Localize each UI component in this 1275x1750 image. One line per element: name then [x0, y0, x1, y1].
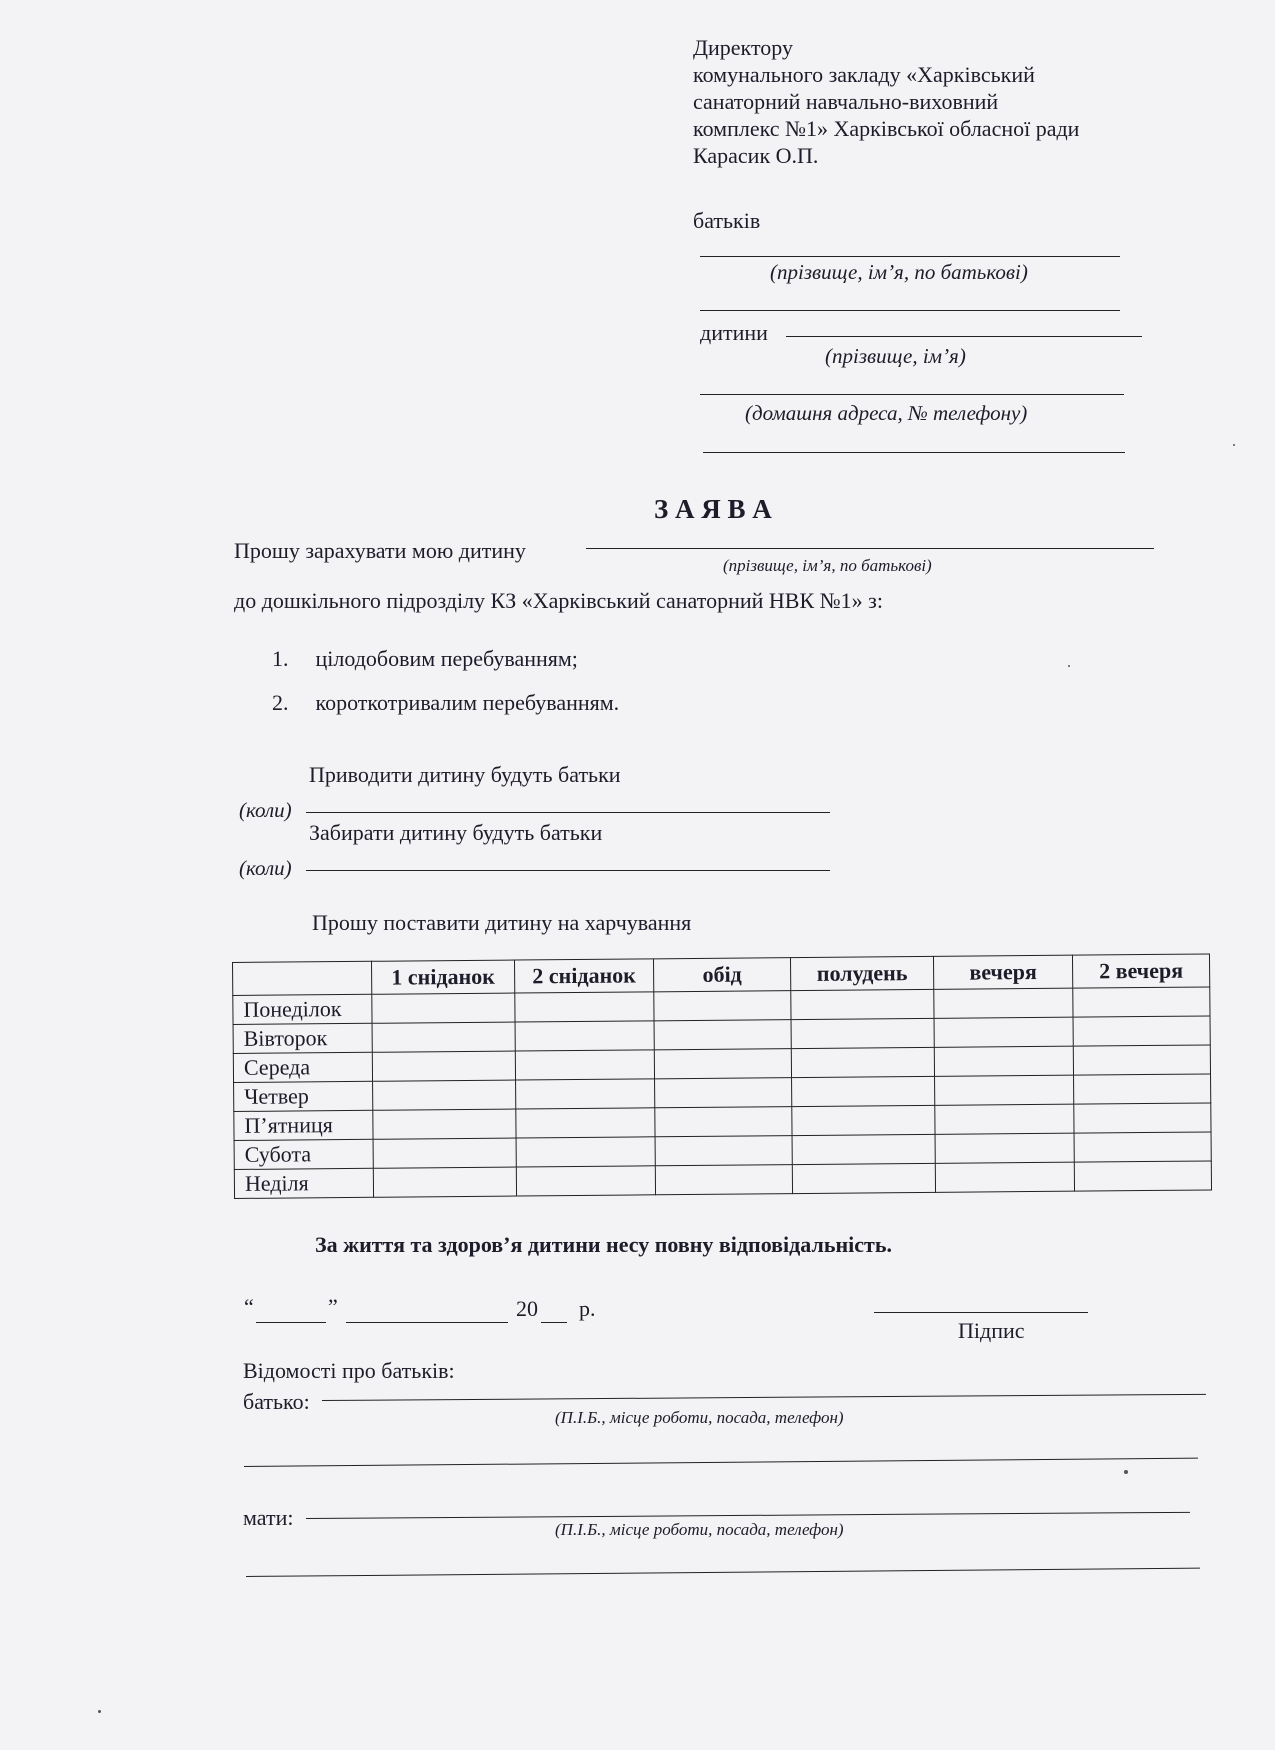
meals-table	[232, 953, 1212, 1199]
meal-cell[interactable]	[1074, 1074, 1211, 1104]
document-title: З А Я В А	[654, 494, 772, 524]
bring-when-label: (коли)	[239, 798, 292, 822]
meal-cell[interactable]	[654, 1049, 791, 1079]
father-info-hint: (П.І.Б., місце роботи, посада, телефон)	[555, 1408, 844, 1427]
meal-cell[interactable]	[372, 1022, 515, 1052]
parents-name-line-2[interactable]	[700, 310, 1120, 311]
meals-header-snack: полудень	[790, 956, 933, 990]
addressee-line-2: комунального закладу «Харківський	[693, 62, 1035, 87]
take-when-line[interactable]	[306, 870, 830, 871]
parents-label: батьків	[693, 208, 761, 233]
date-day-line[interactable]	[256, 1322, 326, 1323]
take-when-label: (коли)	[239, 856, 292, 880]
meal-cell[interactable]	[792, 1105, 935, 1135]
meal-cell[interactable]	[373, 1109, 516, 1139]
day-label: П’ятниця	[234, 1110, 373, 1140]
address-hint: (домашня адреса, № телефону)	[745, 401, 1028, 425]
meal-cell[interactable]	[935, 1075, 1074, 1105]
bring-when-line[interactable]	[306, 812, 830, 813]
option-2-number: 2.	[272, 690, 289, 715]
meal-cell[interactable]	[373, 1138, 516, 1168]
mother-info-line[interactable]	[306, 1512, 1190, 1519]
meal-cell[interactable]	[792, 1134, 935, 1164]
signature-label: Підпис	[958, 1318, 1025, 1343]
mother-label: мати:	[243, 1505, 294, 1530]
addressee-line-3: санаторний навчально-виховний	[693, 89, 999, 114]
addressee-line-1: Директору	[693, 35, 793, 60]
meal-cell[interactable]	[655, 1078, 792, 1108]
meals-header-breakfast-1: 1 сніданок	[371, 960, 514, 994]
meal-cell[interactable]	[655, 1136, 792, 1166]
meal-cell[interactable]	[791, 989, 934, 1019]
meal-cell[interactable]	[372, 993, 515, 1023]
meal-cell[interactable]	[1073, 987, 1210, 1017]
parents-info-heading: Відомості про батьків:	[243, 1358, 455, 1383]
date-close-quote: ”	[328, 1294, 338, 1319]
scan-speck	[98, 1710, 101, 1713]
day-label: Неділя	[234, 1168, 373, 1198]
meal-cell[interactable]	[935, 1104, 1074, 1134]
meal-cell[interactable]	[654, 1020, 791, 1050]
child-name-line[interactable]	[786, 336, 1142, 337]
option-1-text: цілодобовим перебуванням;	[315, 646, 578, 671]
mother-info-hint: (П.І.Б., місце роботи, посада, телефон)	[555, 1520, 844, 1539]
meal-cell[interactable]	[373, 1080, 516, 1110]
addressee-block	[693, 34, 1079, 169]
request-child-line[interactable]	[586, 548, 1154, 549]
meals-header-breakfast-2: 2 сніданок	[514, 959, 653, 993]
meals-intro: Прошу поставити дитину на харчування	[312, 910, 692, 935]
option-2	[272, 690, 619, 716]
date-month-line[interactable]	[346, 1322, 508, 1323]
signature-line[interactable]	[874, 1312, 1088, 1313]
scan-speck	[1233, 444, 1235, 446]
address-line-2[interactable]	[703, 452, 1125, 453]
day-label: Вівторок	[233, 1023, 372, 1053]
bring-text: Приводити дитину будуть батьки	[309, 762, 621, 787]
date-year-prefix: 20	[516, 1296, 538, 1321]
meal-cell[interactable]	[1073, 1045, 1210, 1075]
scan-speck	[1068, 665, 1070, 667]
meal-cell[interactable]	[934, 988, 1073, 1018]
meal-cell[interactable]	[1074, 1132, 1211, 1162]
responsibility-statement: За життя та здоров’я дитини несу повну відповідальність.	[315, 1232, 892, 1257]
meal-cell[interactable]	[792, 1163, 935, 1193]
day-label: Середа	[233, 1052, 372, 1082]
child-name-hint: (прізвище, ім’я)	[825, 344, 966, 368]
request-child-hint: (прізвище, ім’я, по батькові)	[723, 556, 932, 575]
take-text: Забирати дитину будуть батьки	[309, 820, 603, 845]
parents-name-hint: (прізвище, ім’я, по батькові)	[770, 260, 1028, 284]
meal-cell[interactable]	[515, 1021, 654, 1051]
meals-header-dinner: вечеря	[933, 955, 1072, 989]
addressee-line-4: комплекс №1» Харківської обласної ради	[693, 116, 1080, 141]
father-label: батько:	[243, 1389, 310, 1414]
meal-cell[interactable]	[1073, 1016, 1210, 1046]
meals-header-corner	[233, 961, 372, 995]
meal-cell[interactable]	[516, 1137, 655, 1167]
meal-cell[interactable]	[934, 1046, 1073, 1076]
meal-cell[interactable]	[373, 1167, 516, 1197]
father-info-line-2[interactable]	[244, 1458, 1198, 1467]
date-open-quote: “	[244, 1294, 254, 1319]
meal-cell[interactable]	[792, 1076, 935, 1106]
meal-cell[interactable]	[934, 1017, 1073, 1047]
request-department: до дошкільного підрозділу КЗ «Харківський санаторний НВК №1» з:	[234, 588, 883, 613]
date-year-suffix: р.	[579, 1296, 596, 1321]
meal-cell[interactable]	[935, 1162, 1074, 1192]
meal-cell[interactable]	[655, 1107, 792, 1137]
meal-cell[interactable]	[516, 1166, 655, 1196]
father-info-line[interactable]	[322, 1394, 1206, 1401]
parents-name-line[interactable]	[700, 256, 1120, 257]
meal-cell[interactable]	[791, 1047, 934, 1077]
day-label: Четвер	[234, 1081, 373, 1111]
meal-cell[interactable]	[372, 1051, 515, 1081]
address-line[interactable]	[700, 394, 1124, 395]
meal-cell[interactable]	[516, 1108, 655, 1138]
meal-cell[interactable]	[515, 992, 654, 1022]
scan-speck	[1124, 1470, 1128, 1474]
meal-cell[interactable]	[516, 1079, 655, 1109]
meals-header-dinner-2: 2 вечеря	[1072, 954, 1209, 988]
child-label: дитини	[700, 320, 768, 345]
meal-cell[interactable]	[935, 1133, 1074, 1163]
day-label: Понеділок	[233, 994, 372, 1024]
meal-cell[interactable]	[791, 1018, 934, 1048]
meal-cell[interactable]	[654, 991, 791, 1021]
meal-cell[interactable]	[655, 1165, 792, 1195]
option-2-text: короткотривалим перебуванням.	[315, 690, 620, 715]
option-1	[272, 646, 578, 672]
addressee-line-5: Карасик О.П.	[693, 143, 819, 168]
mother-info-line-2[interactable]	[246, 1568, 1200, 1577]
meals-header-lunch: обід	[653, 958, 790, 992]
option-1-number: 1.	[272, 646, 289, 671]
meal-cell[interactable]	[1074, 1103, 1211, 1133]
day-label: Субота	[234, 1139, 373, 1169]
meal-cell[interactable]	[1074, 1161, 1211, 1191]
date-year-line[interactable]	[541, 1322, 567, 1323]
request-text: Прошу зарахувати мою дитину	[234, 538, 526, 563]
meal-cell[interactable]	[515, 1050, 654, 1080]
